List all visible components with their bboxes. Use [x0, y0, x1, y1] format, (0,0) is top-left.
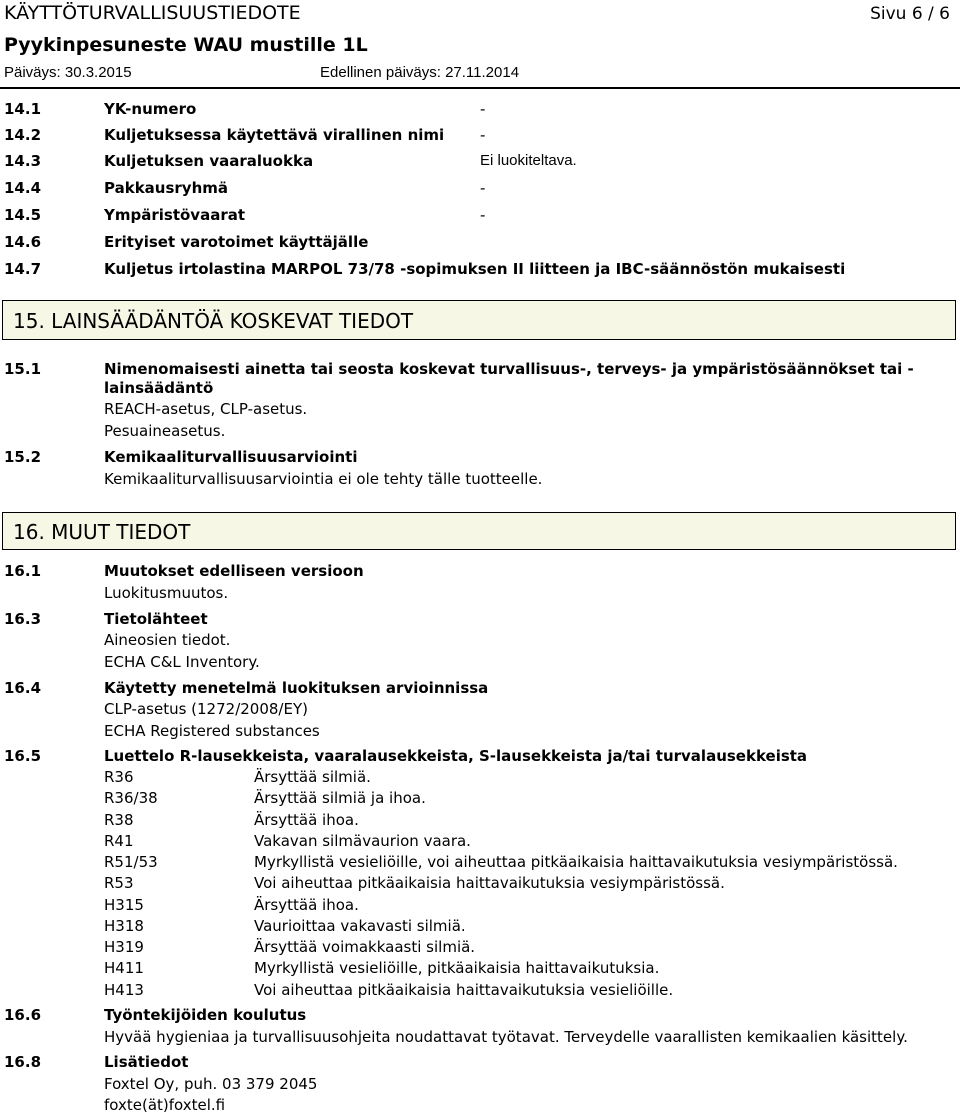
phrase-code: H413 — [104, 981, 144, 999]
subsection-number: 16.8 — [4, 1053, 42, 1071]
phrase-text: Vaurioittaa vakavasti silmiä. — [254, 917, 466, 935]
phrase-text: Ärsyttää silmiä ja ihoa. — [254, 789, 426, 807]
phrase-code: R36/38 — [104, 789, 158, 807]
row-value: - — [480, 206, 486, 224]
changes-text: Luokitusmuutos. — [104, 584, 229, 602]
subsection-label: Työntekijöiden koulutus — [104, 1006, 307, 1024]
phrase-code: H318 — [104, 917, 144, 935]
phrase-text: Ärsyttää voimakkaasti silmiä. — [254, 938, 476, 956]
method-text: ECHA Registered substances — [104, 722, 320, 740]
contact-email: foxte(ät)foxtel.fi — [104, 1096, 226, 1114]
subsection-label: Tietolähteet — [104, 610, 208, 628]
subsection-number: 16.5 — [4, 747, 42, 765]
issue-date: Päiväys: 30.3.2015 — [4, 64, 132, 81]
phrase-text: Myrkyllistä vesieliöille, voi aiheuttaa pitkäaikaisia haittavaikutuksia vesiympäristössä. — [254, 853, 898, 871]
subsection-label-continued: lainsäädäntö — [104, 379, 214, 397]
row-label: Kuljetuksessa käytettävä virallinen nimi — [104, 126, 445, 144]
section-16-banner — [2, 512, 956, 550]
phrase-code: H411 — [104, 959, 144, 977]
row-label: YK-numero — [104, 100, 197, 118]
phrase-text: Ärsyttää silmiä. — [254, 768, 371, 786]
row-value: - — [480, 179, 486, 197]
row-label: Erityiset varotoimet käyttäjälle — [104, 233, 369, 251]
phrase-code: H315 — [104, 896, 144, 914]
regulation-text: Pesuaineasetus. — [104, 422, 226, 440]
subsection-number: 16.4 — [4, 679, 42, 697]
row-number: 14.5 — [4, 206, 42, 224]
phrase-code: R36 — [104, 768, 134, 786]
section-15-banner — [2, 300, 956, 340]
source-text: ECHA C&L Inventory. — [104, 653, 260, 671]
contact-phone: Foxtel Oy, puh. 03 379 2045 — [104, 1075, 318, 1093]
subsection-number: 16.3 — [4, 610, 42, 628]
phrase-code: H319 — [104, 938, 144, 956]
row-number: 14.2 — [4, 126, 42, 144]
row-label: Kuljetuksen vaaraluokka — [104, 152, 314, 170]
phrase-text: Vakavan silmävaurion vaara. — [254, 832, 471, 850]
phrase-code: R51/53 — [104, 853, 158, 871]
subsection-number: 15.2 — [4, 448, 42, 466]
section-16-title: 16. MUUT TIEDOT — [13, 520, 191, 544]
subsection-label: Lisätiedot — [104, 1053, 189, 1071]
phrase-text: Ärsyttää ihoa. — [254, 811, 359, 829]
row-label: Kuljetus irtolastina MARPOL 73/78 -sopimuksen II liitteen ja IBC-säännöstön mukaisesti — [104, 260, 846, 278]
row-label: Ympäristövaarat — [104, 206, 246, 224]
method-text: CLP-asetus (1272/2008/EY) — [104, 700, 308, 718]
row-number: 14.4 — [4, 179, 42, 197]
source-text: Aineosien tiedot. — [104, 631, 231, 649]
phrase-code: R38 — [104, 811, 134, 829]
section-15-title: 15. LAINSÄÄDÄNTÖÄ KOSKEVAT TIEDOT — [13, 309, 414, 333]
phrase-text: Voi aiheuttaa pitkäaikaisia haittavaikutuksia vesiympäristössä. — [254, 874, 725, 892]
training-text: Hyvää hygieniaa ja turvallisuusohjeita noudattavat työtavat. Terveydelle vaarallisten kemikaalien käsittely. — [104, 1028, 908, 1046]
subsection-label: Muutokset edelliseen versioon — [104, 562, 364, 580]
subsection-label: Nimenomaisesti ainetta tai seosta koskevat turvallisuus-, terveys- ja ympäristösäännökset tai - — [104, 360, 914, 378]
phrase-text: Myrkyllistä vesieliöille, pitkäaikaisia haittavaikutuksia. — [254, 959, 660, 977]
previous-date: Edellinen päiväys: 27.11.2014 — [320, 64, 520, 81]
assessment-text: Kemikaaliturvallisuusarviointia ei ole tehty tälle tuotteelle. — [104, 470, 543, 488]
row-value: Ei luokiteltava. — [480, 152, 577, 169]
regulation-text: REACH-asetus, CLP-asetus. — [104, 400, 308, 418]
subsection-number: 16.1 — [4, 562, 42, 580]
phrase-code: R41 — [104, 832, 134, 850]
product-name: Pyykinpesuneste WAU mustille 1L — [4, 34, 368, 56]
phrase-text: Ärsyttää ihoa. — [254, 896, 359, 914]
phrase-text: Voi aiheuttaa pitkäaikaisia haittavaikutuksia vesieliöille. — [254, 981, 674, 999]
row-number: 14.3 — [4, 152, 42, 170]
subsection-label: Kemikaaliturvallisuusarviointi — [104, 448, 358, 466]
subsection-number: 15.1 — [4, 360, 42, 378]
row-number: 14.6 — [4, 233, 42, 251]
phrase-code: R53 — [104, 874, 134, 892]
row-number: 14.1 — [4, 100, 42, 118]
subsection-number: 16.6 — [4, 1006, 42, 1024]
row-value: - — [480, 126, 486, 144]
row-label: Pakkausryhmä — [104, 179, 228, 197]
subsection-label: Luettelo R-lausekkeista, vaaralausekkeista, S-lausekkeista ja/tai turvalausekkeista — [104, 747, 808, 765]
row-value: - — [480, 100, 486, 118]
document-type-title: KÄYTTÖTURVALLISUUSTIEDOTE — [4, 2, 301, 24]
subsection-label: Käytetty menetelmä luokituksen arvioinnissa — [104, 679, 489, 697]
page-number: Sivu 6 / 6 — [870, 4, 950, 24]
row-number: 14.7 — [4, 260, 42, 278]
header-divider — [0, 87, 960, 89]
